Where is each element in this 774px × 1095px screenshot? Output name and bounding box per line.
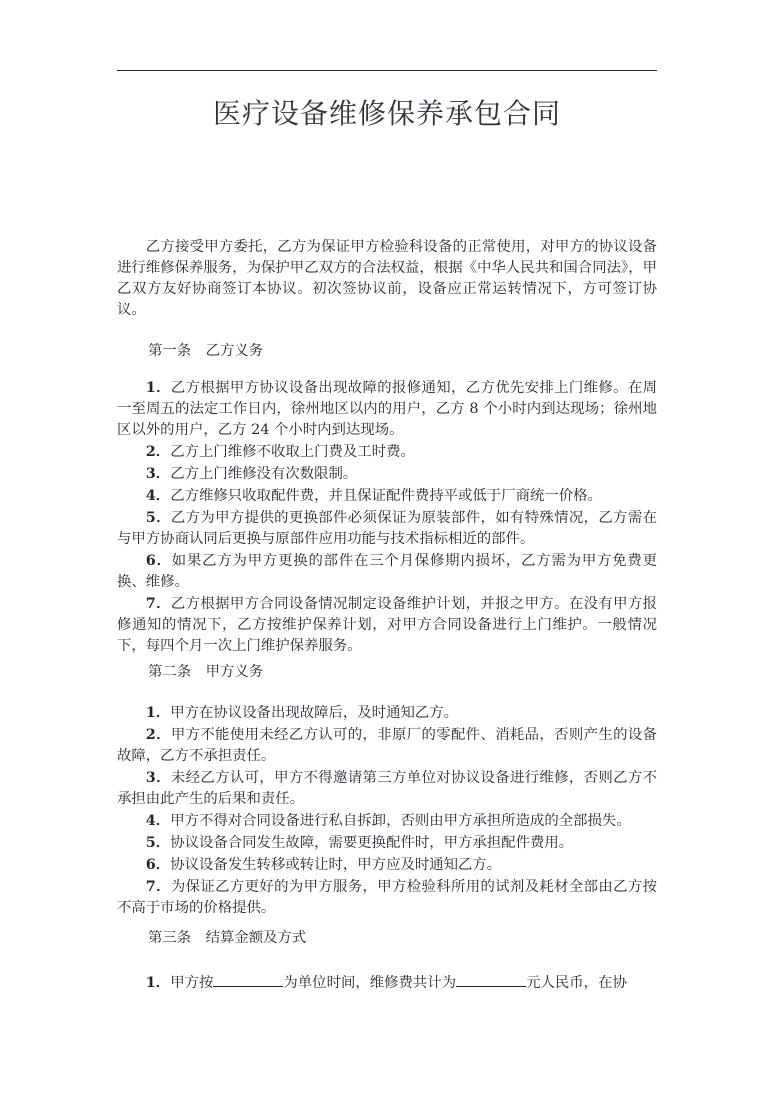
section-heading: 第二条 甲方义务	[148, 664, 264, 680]
clause-number: 5．	[145, 509, 171, 526]
header-rule	[117, 70, 657, 71]
clause-number: 4．	[145, 812, 171, 829]
clause-item	[117, 702, 657, 724]
clause-number: 5．	[145, 834, 171, 851]
section1-items	[117, 377, 657, 657]
clause-text: 乙方上门维修不收取上门费及工时费。	[170, 444, 415, 460]
clause-text: 为单位时间，维修费共计为	[283, 975, 457, 991]
section2-block	[117, 662, 657, 683]
clause-text: 为保证乙方更好的为甲方服务，甲方检验科所用的试剂及耗材全部由乙方按不高于市场的价格提供。	[117, 879, 657, 916]
clause-item	[117, 550, 657, 593]
clause-item	[117, 767, 657, 810]
clause-item	[117, 507, 657, 550]
clause-number: 7．	[145, 595, 171, 612]
clause-number: 2．	[145, 443, 171, 460]
clause-item	[117, 593, 657, 657]
clause-number: 1．	[145, 974, 171, 991]
clause-item	[117, 810, 657, 832]
section2-items	[117, 702, 657, 919]
clause-item	[117, 377, 657, 441]
page-title: 医疗设备维修保养承包合同	[212, 97, 561, 130]
clause-number: 1．	[145, 379, 171, 396]
clause-item	[117, 441, 657, 463]
section3-block	[117, 928, 657, 949]
clause-text: 甲方不得对合同设备进行私自拆卸，否则由甲方承担所造成的全部损失。	[170, 813, 631, 829]
section3-items	[117, 970, 657, 994]
clause-text: 如果乙方为甲方更换的部件在三个月保修期内损坏，乙方需为甲方免费更换、维修。	[117, 553, 657, 590]
clause-text: 甲方不能使用未经乙方认可的，非原厂的零配件、消耗品，否则产生的设备故障，乙方不承担责任。	[117, 727, 657, 764]
clause-text: 乙方根据甲方合同设备情况制定设备维护计划，并报之甲方。在没有甲方报修通知的情况下，乙方按维护保养计划，对甲方合同设备进行上门维护。一般情况下，每四个月一次上门维护保养服务。	[117, 596, 657, 654]
clause-number: 1．	[145, 704, 171, 721]
clause-item	[117, 854, 657, 876]
clause-text: 乙方为甲方提供的更换部件必须保证为原装部件，如有特殊情况，乙方需在与甲方协商认同后更换与原部件应用功能与技术指标相近的部件。	[117, 510, 657, 547]
clause-text: 乙方上门维修没有次数限制。	[170, 466, 358, 482]
section-heading: 第三条 结算金额及方式	[148, 930, 307, 946]
clause-item	[117, 970, 657, 994]
clause-item	[117, 724, 657, 767]
clause-item	[117, 485, 657, 507]
clause-text: 元人民币，在协	[526, 975, 627, 991]
clause-number: 3．	[145, 465, 171, 482]
clause-item	[117, 876, 657, 919]
intro-paragraph: 乙方接受甲方委托，乙方为保证甲方检验科设备的正常使用，对甲方的协议设备进行维修保养服务，为保护甲乙双方的合法权益，根据《中华人民共和国合同法》，甲乙双方友好协商签订本协议。初次签协议前，设备应正常运转情况下，方可签订协议。	[117, 239, 657, 318]
clause-number: 2．	[145, 726, 171, 743]
clause-item	[117, 832, 657, 854]
clause-number: 3．	[145, 769, 171, 786]
clause-text: 协议设备合同发生故障，需要更换配件时，甲方承担配件费用。	[170, 835, 574, 851]
clause-number: 4．	[145, 487, 171, 504]
clause-text: 甲方按	[170, 975, 214, 991]
section1-block	[117, 341, 657, 362]
intro-block	[117, 237, 657, 321]
clause-text: 未经乙方认可，甲方不得邀请第三方单位对协议设备进行维修，否则乙方不承担由此产生的后果和责任。	[117, 770, 657, 807]
amount-blank[interactable]	[456, 970, 526, 987]
section-heading: 第一条 乙方义务	[148, 343, 264, 359]
time-unit-blank[interactable]	[213, 970, 283, 987]
clause-text: 甲方在协议设备出现故障后，及时通知乙方。	[170, 705, 459, 721]
clause-text: 协议设备发生转移或转让时，甲方应及时通知乙方。	[170, 857, 502, 873]
clause-number: 7．	[145, 878, 171, 895]
clause-text: 乙方维修只收取配件费，并且保证配件费持平或低于厂商统一价格。	[170, 488, 602, 504]
clause-number: 6．	[145, 552, 172, 569]
clause-item	[117, 463, 657, 485]
clause-number: 6．	[145, 856, 171, 873]
clause-text: 乙方根据甲方协议设备出现故障的报修通知，乙方优先安排上门维修。在周一至周五的法定工作日内，徐州地区以内的用户，乙方 8 个小时内到达现场；徐州地区以外的用户，乙方 24 个小时内到达现场。	[117, 380, 657, 438]
